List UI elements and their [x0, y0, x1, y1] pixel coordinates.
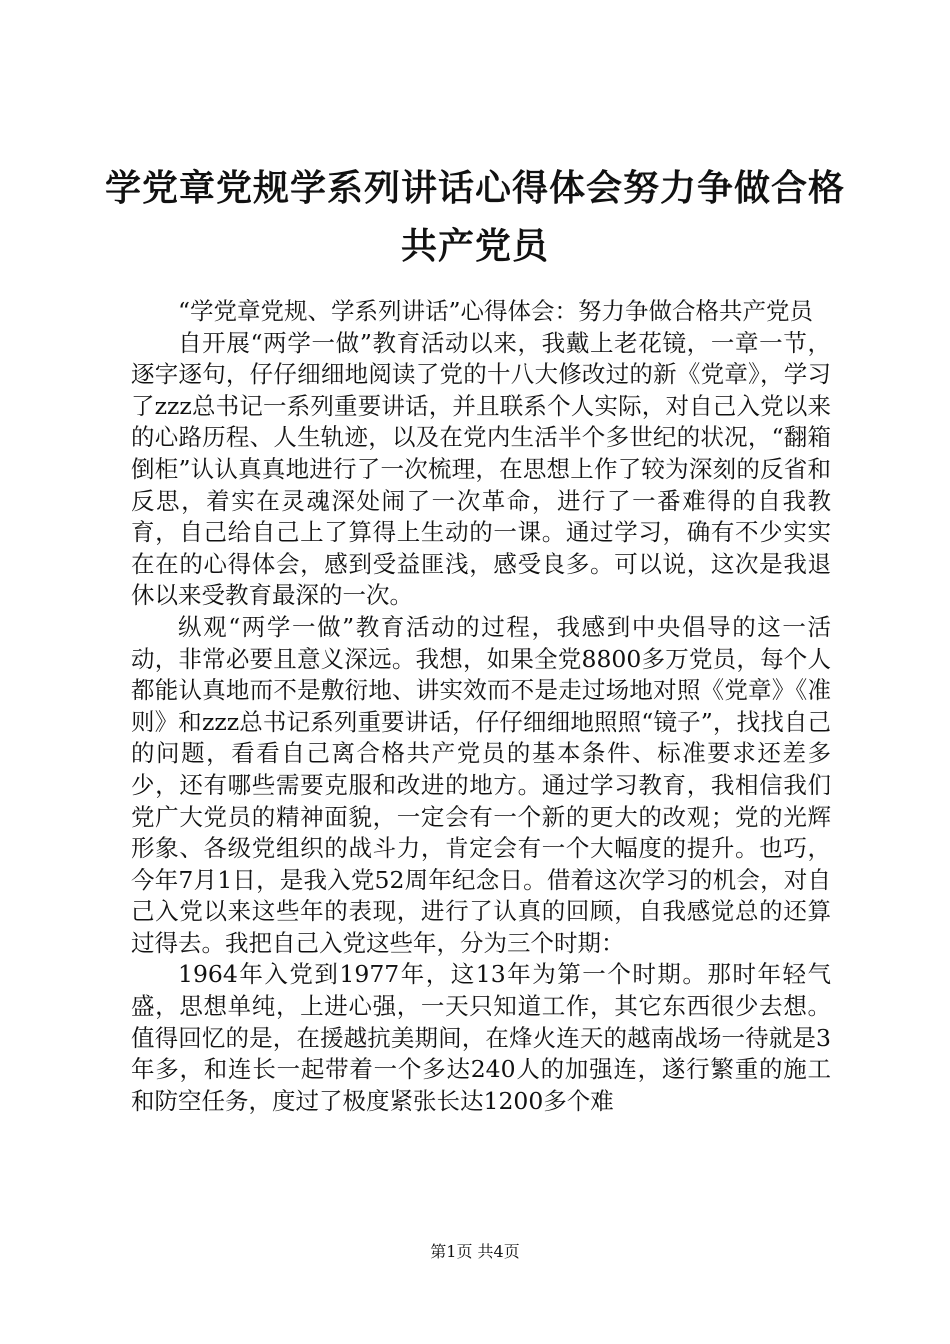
document-body	[131, 296, 831, 1117]
paragraph: 1964年入党到1977年，这13年为第一个时期。那时年轻气盛，思想单纯，上进心强，一天只知道工作，其它东西很少去想。值得回忆的是，在援越抗美期间，在烽火连天的越南战场一待就是3年多，和连长一起带着一个多达240人的加强连，遂行繁重的施工和防空任务，度过了极度紧张长达1200多个难	[131, 960, 831, 1115]
document-title	[60, 160, 890, 276]
title-line-1: 学党章党规学系列讲话心得体会努力争做合格	[104, 168, 845, 209]
paragraph: 纵观“两学一做”教育活动的过程，我感到中央倡导的这一活动，非常必要且意义深远。我想，如果全党8800多万党员，每个人都能认真地而不是敷衍地、讲实效而不是走过场地对照《党章》《准则》和zzz总书记系列重要讲话，仔仔细细地照照“镜子”，找找自己的问题，看看自己离合格共产党员的基本条件、标准要求还差多少，还有哪些需要克服和改进的地方。通过学习教育，我相信我们党广大党员的精神面貌，一定会有一个新的更大的改观；党的光辉形象、各级党组织的战斗力，肯定会有一个大幅度的提升。也巧，今年7月1日，是我入党52周年纪念日。借着这次学习的机会，对自己入党以来这些年的表现，进行了认真的回顾，自我感觉总的还算过得去。我把自己入党这些年，分为三个时期：	[131, 612, 831, 957]
paragraph-subtitle: “学党章党规、学系列讲话”心得体会：努力争做合格共产党员	[178, 297, 814, 325]
title-line-2: 共产党员	[400, 226, 549, 267]
page-number-footer: 第1页 共4页	[430, 1242, 520, 1261]
paragraph: 自开展“两学一做”教育活动以来，我戴上老花镜，一章一节，逐字逐句，仔仔细细地阅读了党的十八大修改过的新《党章》，学习了zzz总书记一系列重要讲话，并且联系个人实际，对自己入党以来的心路历程、人生轨迹，以及在党内生活半个多世纪的状况，“翻箱倒柜”认认真真地进行了一次梳理，在思想上作了较为深刻的反省和反思，着实在灵魂深处闹了一次革命，进行了一番难得的自我教育，自己给自己上了算得上生动的一课。通过学习，确有不少实实在在的心得体会，感到受益匪浅，感受良多。可以说，这次是我退休以来受教育最深的一次。	[131, 328, 831, 610]
